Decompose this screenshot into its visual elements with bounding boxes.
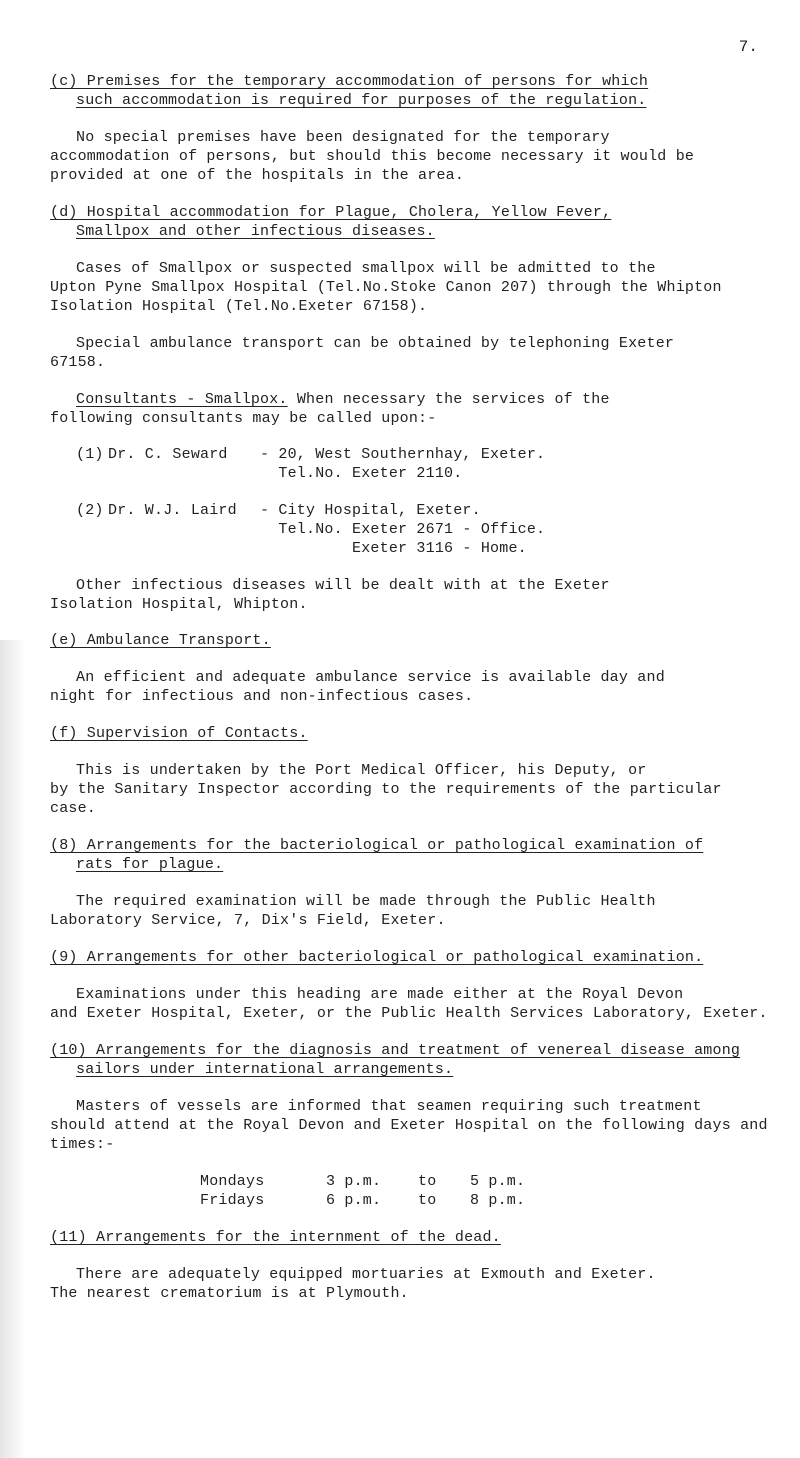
section-c-text: accommodation of persons, but should this become necessary it would be <box>50 148 695 165</box>
consultants-text: When necessary the services of the <box>287 391 610 408</box>
section-f-heading: (f) Supervision of Contacts. <box>50 725 308 742</box>
section-d-text: Isolation Hospital (Tel.No.Exeter 67158). <box>50 298 428 315</box>
schedule-to: 5 p.m. <box>470 1173 526 1190</box>
section-c-heading: (c) Premises for the temporary accommodation of persons for which <box>50 73 649 90</box>
section-8-text: Laboratory Service, 7, Dix's Field, Exeter. <box>50 912 446 929</box>
section-9-text: Examinations under this heading are made either at the Royal Devon <box>76 986 684 1003</box>
section-d-text: Cases of Smallpox or suspected smallpox will be admitted to the <box>76 260 656 277</box>
consultant-address: - 20, West Southernhay, Exeter. <box>260 446 546 463</box>
section-d-text: Upton Pyne Smallpox Hospital (Tel.No.Stoke Canon 207) through the Whipton <box>50 279 722 296</box>
section-9-text: and Exeter Hospital, Exeter, or the Public Health Services Laboratory, Exeter. <box>50 1005 768 1022</box>
consultants-heading: Consultants - Smallpox. <box>76 391 288 408</box>
section-10-heading-cont: sailors under international arrangements. <box>76 1061 454 1078</box>
section-8-text: The required examination will be made through the Public Health <box>76 893 656 910</box>
section-c-text: provided at one of the hospitals in the area. <box>50 167 465 184</box>
consultants-line <box>76 390 610 409</box>
section-c-heading-cont: such accommodation is required for purposes of the regulation. <box>76 92 647 109</box>
section-e-text: An efficient and adequate ambulance service is available day and <box>76 669 665 686</box>
section-11-text: The nearest crematorium is at Plymouth. <box>50 1285 409 1302</box>
consultant-name: Dr. W.J. Laird <box>108 502 237 519</box>
section-c-text: No special premises have been designated for the temporary <box>76 129 610 146</box>
consultant-phone: Exeter 3116 - Home. <box>260 540 527 557</box>
consultant-phone: Tel.No. Exeter 2110. <box>260 465 463 482</box>
section-e-heading: (e) Ambulance Transport. <box>50 632 271 649</box>
section-f-text: case. <box>50 800 97 817</box>
section-10-heading: (10) Arrangements for the diagnosis and treatment of venereal disease among <box>50 1042 741 1059</box>
section-11-heading: (11) Arrangements for the internment of the dead. <box>50 1229 501 1246</box>
section-11-text: There are adequately equipped mortuaries at Exmouth and Exeter. <box>76 1266 656 1283</box>
section-d-text: 67158. <box>50 354 106 371</box>
schedule-day: Fridays <box>200 1192 265 1209</box>
schedule-to-word: to <box>418 1192 437 1209</box>
page-edge-shadow <box>0 640 26 1458</box>
section-d-heading: (d) Hospital accommodation for Plague, Cholera, Yellow Fever, <box>50 204 612 221</box>
consultant-address: - City Hospital, Exeter. <box>260 502 481 519</box>
consultant-number: (2) <box>76 502 104 519</box>
section-e-text: night for infectious and non-infectious cases. <box>50 688 474 705</box>
consultant-name: Dr. C. Seward <box>108 446 228 463</box>
section-10-text: Masters of vessels are informed that seamen requiring such treatment <box>76 1098 702 1115</box>
section-f-text: This is undertaken by the Port Medical Officer, his Deputy, or <box>76 762 647 779</box>
consultants-text: following consultants may be called upon:- <box>50 410 437 427</box>
section-8-heading: (8) Arrangements for the bacteriological or pathological examination of <box>50 837 704 854</box>
consultant-phone: Tel.No. Exeter 2671 - Office. <box>260 521 546 538</box>
section-f-text: by the Sanitary Inspector according to the requirements of the particular <box>50 781 722 798</box>
section-10-text: times:- <box>50 1136 115 1153</box>
section-10-text: should attend at the Royal Devon and Exeter Hospital on the following days and <box>50 1117 768 1134</box>
consultant-number: (1) <box>76 446 104 463</box>
section-d-text: Other infectious diseases will be dealt with at the Exeter <box>76 577 610 594</box>
schedule-from: 3 p.m. <box>326 1173 382 1190</box>
schedule-day: Mondays <box>200 1173 265 1190</box>
section-8-heading-cont: rats for plague. <box>76 856 224 873</box>
schedule-to: 8 p.m. <box>470 1192 526 1209</box>
schedule-from: 6 p.m. <box>326 1192 382 1209</box>
section-d-text: Isolation Hospital, Whipton. <box>50 596 308 613</box>
section-d-heading-cont: Smallpox and other infectious diseases. <box>76 223 435 240</box>
section-d-text: Special ambulance transport can be obtained by telephoning Exeter <box>76 335 675 352</box>
page-number: 7. <box>738 38 758 56</box>
section-9-heading: (9) Arrangements for other bacteriological or pathological examination. <box>50 949 704 966</box>
schedule-to-word: to <box>418 1173 437 1190</box>
